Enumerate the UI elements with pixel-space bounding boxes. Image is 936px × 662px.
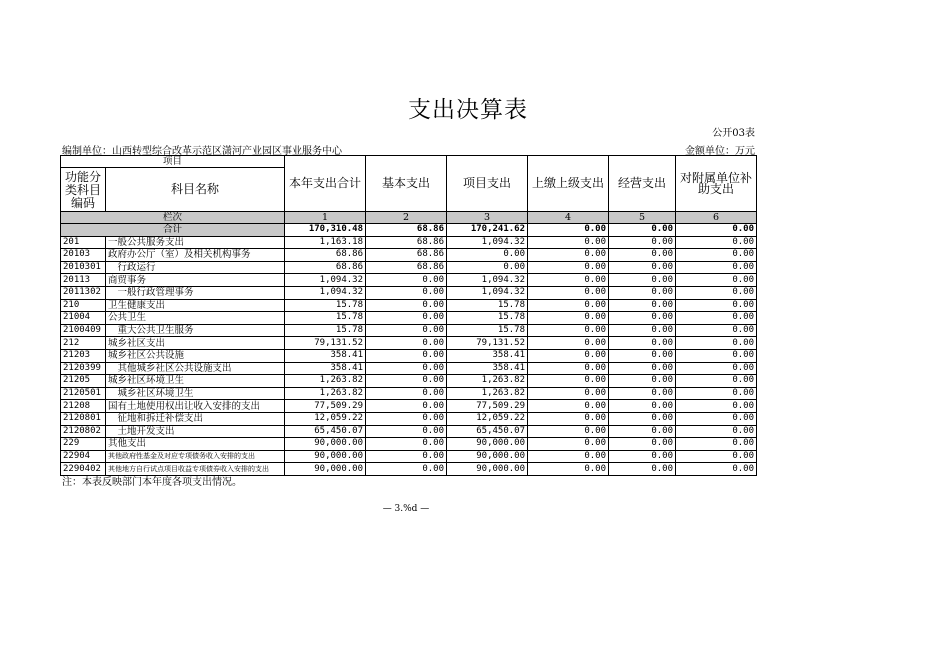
lanci-4: 4 [528,212,609,224]
footnote: 注：本表反映部门本年度各项支出情况。 [62,477,242,488]
row-subsidy: 0.00 [676,286,757,299]
row-business: 0.00 [609,236,676,249]
row-business: 0.00 [609,463,676,476]
row-basic: 0.00 [366,299,447,312]
row-total: 1,263.82 [285,375,366,388]
amount-unit: 金额单位：万元 [685,146,755,157]
table-row [61,450,757,463]
row-project: 1,094.32 [447,236,528,249]
row-business: 0.00 [609,324,676,337]
row-project: 0.00 [447,249,528,262]
row-upper: 0.00 [528,249,609,262]
row-subsidy: 0.00 [676,450,757,463]
row-code: 2010301 [61,261,106,274]
total-row [61,224,757,237]
lanci-6: 6 [676,212,757,224]
row-code: 229 [61,438,106,451]
header-item: 项目 [61,156,285,168]
row-upper: 0.00 [528,261,609,274]
table-row [61,438,757,451]
row-business: 0.00 [609,286,676,299]
table-row [61,236,757,249]
total-c3: 170,241.62 [447,224,528,237]
row-project: 90,000.00 [447,463,528,476]
row-subsidy: 0.00 [676,299,757,312]
row-upper: 0.00 [528,274,609,287]
row-upper: 0.00 [528,387,609,400]
row-name: 其他政府性基金及对应专项债务收入安排的支出 [106,450,285,463]
row-name: 国有土地使用权出让收入安排的支出 [106,400,285,413]
row-total: 90,000.00 [285,438,366,451]
row-code: 2290402 [61,463,106,476]
row-upper: 0.00 [528,362,609,375]
total-c2: 68.86 [366,224,447,237]
table-row [61,261,757,274]
row-upper: 0.00 [528,349,609,362]
row-project: 65,450.07 [447,425,528,438]
row-name: 商贸事务 [106,274,285,287]
header-subject-name: 科目名称 [106,168,285,212]
row-project: 90,000.00 [447,450,528,463]
row-basic: 0.00 [366,337,447,350]
row-business: 0.00 [609,400,676,413]
row-upper: 0.00 [528,299,609,312]
total-label: 合计 [61,224,285,237]
row-name: 行政运行 [106,261,285,274]
row-project: 15.78 [447,312,528,325]
header-subsidy: 对附属单位补助支出 [676,156,757,212]
row-name: 其他地方自行试点项目收益专项债券收入安排的支出 [106,463,285,476]
row-project: 90,000.00 [447,438,528,451]
row-business: 0.00 [609,425,676,438]
row-subsidy: 0.00 [676,274,757,287]
table-row [61,362,757,375]
row-total: 15.78 [285,299,366,312]
row-upper: 0.00 [528,375,609,388]
row-total: 358.41 [285,349,366,362]
row-business: 0.00 [609,450,676,463]
row-name: 公共卫生 [106,312,285,325]
row-project: 77,509.29 [447,400,528,413]
row-project: 15.78 [447,299,528,312]
row-code: 201 [61,236,106,249]
row-business: 0.00 [609,387,676,400]
row-basic: 0.00 [366,400,447,413]
row-subsidy: 0.00 [676,375,757,388]
row-subsidy: 0.00 [676,425,757,438]
row-subsidy: 0.00 [676,249,757,262]
row-total: 1,163.18 [285,236,366,249]
row-code: 20103 [61,249,106,262]
row-upper: 0.00 [528,337,609,350]
row-basic: 0.00 [366,349,447,362]
row-basic: 0.00 [366,463,447,476]
table-row [61,375,757,388]
table-row [61,299,757,312]
row-subsidy: 0.00 [676,400,757,413]
row-basic: 68.86 [366,249,447,262]
row-upper: 0.00 [528,324,609,337]
row-basic: 0.00 [366,324,447,337]
row-upper: 0.00 [528,400,609,413]
form-number: 公开03表 [712,128,755,139]
row-project: 1,094.32 [447,274,528,287]
row-business: 0.00 [609,349,676,362]
row-business: 0.00 [609,299,676,312]
row-business: 0.00 [609,312,676,325]
row-business: 0.00 [609,412,676,425]
row-business: 0.00 [609,438,676,451]
row-code: 2120801 [61,412,106,425]
row-name: 土地开发支出 [106,425,285,438]
compiling-unit: 编制单位：山西转型综合改革示范区潇河产业园区事业服务中心 [62,146,342,157]
header-basic: 基本支出 [366,156,447,212]
header-total: 本年支出合计 [285,156,366,212]
row-name: 城乡社区环境卫生 [106,387,285,400]
row-basic: 0.00 [366,286,447,299]
total-c5: 0.00 [609,224,676,237]
row-total: 12,059.22 [285,412,366,425]
row-code: 21004 [61,312,106,325]
row-code: 20113 [61,274,106,287]
row-basic: 0.00 [366,412,447,425]
row-total: 1,094.32 [285,274,366,287]
row-subsidy: 0.00 [676,324,757,337]
row-project: 1,263.82 [447,375,528,388]
row-business: 0.00 [609,362,676,375]
row-business: 0.00 [609,375,676,388]
row-upper: 0.00 [528,450,609,463]
row-basic: 0.00 [366,312,447,325]
row-business: 0.00 [609,337,676,350]
row-code: 210 [61,299,106,312]
row-code: 2120802 [61,425,106,438]
header-row-1 [61,156,757,168]
row-code: 2120399 [61,362,106,375]
row-project: 1,263.82 [447,387,528,400]
row-name: 城乡社区支出 [106,337,285,350]
row-code: 2100409 [61,324,106,337]
row-name: 城乡社区环境卫生 [106,375,285,388]
row-upper: 0.00 [528,286,609,299]
row-name: 政府办公厅（室）及相关机构事务 [106,249,285,262]
table-row [61,249,757,262]
lanci-row [61,212,757,224]
header-func-code: 功能分类科目编码 [61,168,106,212]
lanci-3: 3 [447,212,528,224]
row-basic: 68.86 [366,236,447,249]
row-project: 79,131.52 [447,337,528,350]
row-name: 一般行政管理事务 [106,286,285,299]
row-subsidy: 0.00 [676,463,757,476]
row-total: 77,509.29 [285,400,366,413]
row-total: 79,131.52 [285,337,366,350]
lanci-label: 栏次 [61,212,285,224]
row-business: 0.00 [609,249,676,262]
table-row [61,286,757,299]
row-upper: 0.00 [528,438,609,451]
row-project: 12,059.22 [447,412,528,425]
row-total: 15.78 [285,324,366,337]
total-c1: 170,310.48 [285,224,366,237]
row-total: 90,000.00 [285,450,366,463]
page-title: 支出决算表 [408,97,528,123]
row-total: 68.86 [285,249,366,262]
row-business: 0.00 [609,261,676,274]
row-subsidy: 0.00 [676,412,757,425]
row-code: 22904 [61,450,106,463]
row-subsidy: 0.00 [676,261,757,274]
row-name: 卫生健康支出 [106,299,285,312]
table-row [61,400,757,413]
row-project: 358.41 [447,349,528,362]
lanci-2: 2 [366,212,447,224]
row-subsidy: 0.00 [676,438,757,451]
row-subsidy: 0.00 [676,337,757,350]
row-name: 其他城乡社区公共设施支出 [106,362,285,375]
row-total: 15.78 [285,312,366,325]
row-name: 其他支出 [106,438,285,451]
table-body [61,236,757,475]
row-upper: 0.00 [528,236,609,249]
row-total: 90,000.00 [285,463,366,476]
row-name: 重大公共卫生服务 [106,324,285,337]
page-number: — 3.%d — [382,504,430,514]
table-row [61,324,757,337]
table-row [61,349,757,362]
table-row [61,312,757,325]
row-project: 358.41 [447,362,528,375]
table-row [61,337,757,350]
row-total: 1,263.82 [285,387,366,400]
lanci-5: 5 [609,212,676,224]
row-basic: 0.00 [366,387,447,400]
row-business: 0.00 [609,274,676,287]
row-name: 一般公共服务支出 [106,236,285,249]
row-code: 21203 [61,349,106,362]
table-row [61,425,757,438]
total-c4: 0.00 [528,224,609,237]
row-basic: 68.86 [366,261,447,274]
row-project: 1,094.32 [447,286,528,299]
row-upper: 0.00 [528,312,609,325]
row-total: 65,450.07 [285,425,366,438]
row-name: 征地和拆迁补偿支出 [106,412,285,425]
row-subsidy: 0.00 [676,387,757,400]
row-basic: 0.00 [366,450,447,463]
row-basic: 0.00 [366,362,447,375]
row-upper: 0.00 [528,463,609,476]
row-basic: 0.00 [366,375,447,388]
row-basic: 0.00 [366,438,447,451]
row-project: 0.00 [447,261,528,274]
row-code: 2120501 [61,387,106,400]
table-row [61,412,757,425]
row-total: 358.41 [285,362,366,375]
row-code: 2011302 [61,286,106,299]
header-upper: 上缴上级支出 [528,156,609,212]
row-project: 15.78 [447,324,528,337]
row-total: 68.86 [285,261,366,274]
row-upper: 0.00 [528,412,609,425]
row-basic: 0.00 [366,274,447,287]
row-code: 212 [61,337,106,350]
row-name: 城乡社区公共设施 [106,349,285,362]
header-business: 经营支出 [609,156,676,212]
row-subsidy: 0.00 [676,362,757,375]
total-c6: 0.00 [676,224,757,237]
row-code: 21205 [61,375,106,388]
row-subsidy: 0.00 [676,349,757,362]
row-basic: 0.00 [366,425,447,438]
table-row [61,387,757,400]
row-subsidy: 0.00 [676,236,757,249]
row-total: 1,094.32 [285,286,366,299]
row-subsidy: 0.00 [676,312,757,325]
lanci-1: 1 [285,212,366,224]
row-upper: 0.00 [528,425,609,438]
table-row [61,274,757,287]
row-code: 21208 [61,400,106,413]
expenditure-table [60,155,757,476]
header-project: 项目支出 [447,156,528,212]
